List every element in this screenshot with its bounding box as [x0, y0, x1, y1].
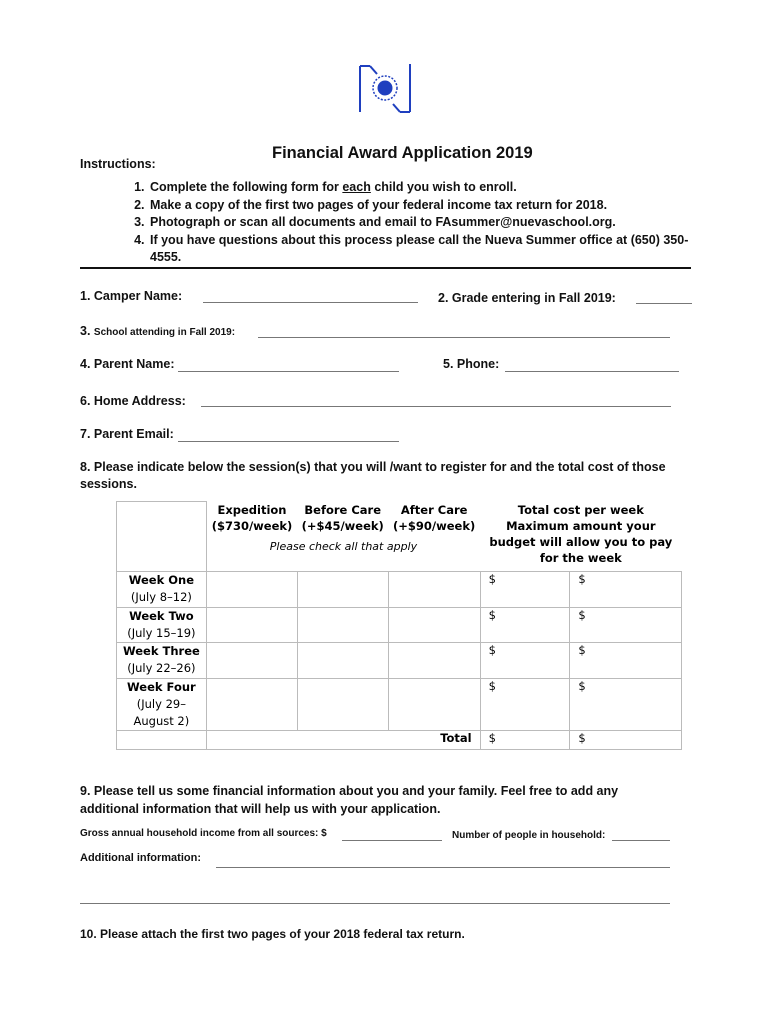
grade-field[interactable]: [636, 303, 692, 304]
after-care-checkbox[interactable]: [388, 608, 480, 643]
parent-name-field[interactable]: [178, 371, 399, 372]
table-total-row: [117, 731, 682, 750]
total-cost-header: Total cost per week Maximum amount your budget will allow you to pay for the week: [489, 502, 673, 565]
sessions-table: [116, 501, 682, 750]
people-label: Number of people in household:: [452, 830, 606, 841]
sessions-question: 8. Please indicate below the session(s) that you will /want to register for and the total cost of those sessions.: [80, 460, 666, 491]
max-budget-cell[interactable]: $: [570, 608, 682, 643]
instruction-item: 4. If you have questions about this process please call the Nueva Summer office at (650) 350-4555.: [148, 232, 708, 267]
expedition-checkbox[interactable]: [206, 572, 297, 608]
additional-info-label: Additional information:: [80, 852, 201, 864]
week-label: Week Four (July 29– August 2): [117, 679, 207, 731]
expedition-checkbox[interactable]: [206, 608, 297, 643]
total-sum-cell[interactable]: $: [480, 731, 570, 750]
expedition-header: Expedition ($730/week): [211, 502, 293, 533]
max-budget-cell[interactable]: $: [570, 643, 682, 679]
after-care-header: After Care (+$90/week): [393, 502, 476, 533]
total-cost-cell[interactable]: $: [480, 643, 570, 679]
parent-email-label: 7. Parent Email:: [80, 427, 174, 441]
before-care-header: Before Care (+$45/week): [301, 502, 384, 533]
section-divider: [80, 267, 691, 269]
total-cost-cell[interactable]: $: [480, 679, 570, 731]
expedition-checkbox[interactable]: [206, 679, 297, 731]
expedition-checkbox[interactable]: [206, 643, 297, 679]
before-care-checkbox[interactable]: [297, 643, 388, 679]
after-care-checkbox[interactable]: [388, 679, 480, 731]
instructions-list: [98, 179, 708, 267]
phone-field[interactable]: [505, 371, 679, 372]
table-corner-lower: [117, 539, 207, 572]
camper-name-label: 1. Camper Name:: [80, 289, 183, 303]
table-row: [117, 572, 682, 608]
after-care-checkbox[interactable]: [388, 572, 480, 608]
max-budget-sum-cell[interactable]: $: [570, 731, 682, 750]
home-address-label: 6. Home Address:: [80, 394, 186, 408]
instruction-item: 3. Photograph or scan all documents and email to FAsummer@nuevaschool.org.: [148, 214, 708, 232]
instructions-label: Instructions:: [80, 157, 156, 171]
school-label: School attending in Fall 2019:: [93, 327, 236, 338]
parent-email-field[interactable]: [178, 441, 399, 442]
total-label: Total: [206, 731, 480, 750]
week-label: Week One (July 8–12): [117, 572, 207, 608]
additional-info-field[interactable]: [216, 867, 670, 868]
table-row: [117, 679, 682, 731]
week-label: Week Two (July 15–19): [117, 608, 207, 643]
before-care-checkbox[interactable]: [297, 679, 388, 731]
additional-info-field-2[interactable]: [80, 903, 670, 904]
financial-question: 9. Please tell us some financial information about you and your family. Feel free to add any additional information that will help us with your application.: [80, 784, 619, 816]
week-label: Week Three (July 22–26): [117, 643, 207, 679]
total-row-blank: [117, 731, 207, 750]
table-row: [117, 608, 682, 643]
max-budget-cell[interactable]: $: [570, 572, 682, 608]
income-field[interactable]: [342, 840, 442, 841]
school-number: 3. School attending in Fall 2019:: [80, 324, 236, 338]
before-care-checkbox[interactable]: [297, 608, 388, 643]
total-cost-cell[interactable]: $: [480, 572, 570, 608]
table-row: [117, 643, 682, 679]
instruction-item: 2. Make a copy of the first two pages of your federal income tax return for 2018.: [148, 197, 708, 215]
grade-label: 2. Grade entering in Fall 2019:: [438, 291, 616, 305]
school-field[interactable]: [258, 337, 670, 338]
table-corner: [117, 502, 207, 539]
check-note: Please check all that apply: [269, 539, 418, 553]
max-budget-cell[interactable]: $: [570, 679, 682, 731]
after-care-checkbox[interactable]: [388, 643, 480, 679]
home-address-field[interactable]: [201, 406, 671, 407]
instruction-item: 1. Complete the following form for each child you wish to enroll.: [148, 179, 708, 197]
tax-return-note: 10. Please attach the first two pages of your 2018 federal tax return.: [80, 927, 465, 941]
page-title: Financial Award Application 2019: [272, 144, 533, 162]
income-label: Gross annual household income from all sources: $: [80, 828, 327, 839]
before-care-checkbox[interactable]: [297, 572, 388, 608]
phone-label: 5. Phone:: [443, 357, 500, 371]
school-logo: [357, 62, 413, 114]
camper-name-field[interactable]: [203, 302, 418, 303]
people-field[interactable]: [612, 840, 670, 841]
parent-name-label: 4. Parent Name:: [80, 357, 175, 371]
total-cost-cell[interactable]: $: [480, 608, 570, 643]
